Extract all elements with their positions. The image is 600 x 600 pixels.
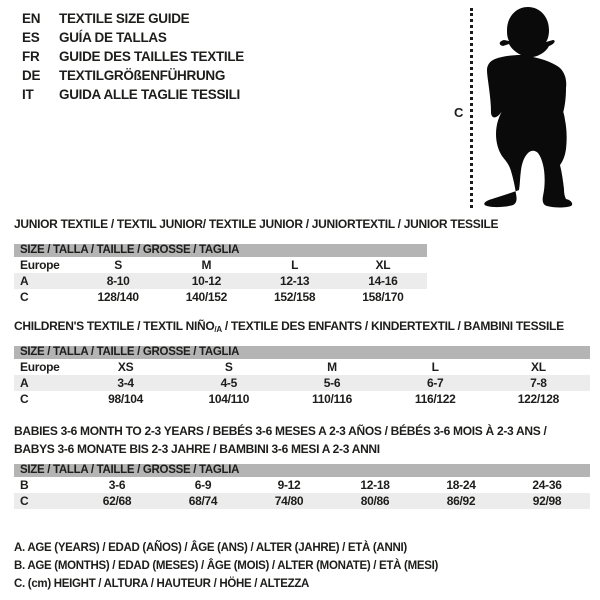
children-table-title <box>14 319 564 337</box>
list-item <box>22 85 244 104</box>
height-cell: 74/80 <box>274 494 304 508</box>
age-cell: 3-6 <box>108 478 126 492</box>
table-row <box>14 477 590 493</box>
legend-notes <box>14 539 438 593</box>
table-row <box>14 289 427 305</box>
table-row <box>14 375 590 391</box>
row-label: C <box>20 392 29 406</box>
height-measure-label: C <box>454 105 464 120</box>
size-cell: S <box>224 360 233 374</box>
age-cell: 4-5 <box>220 376 238 390</box>
height-cell: 104/110 <box>208 392 250 406</box>
legend-note-a: A. AGE (YEARS) / EDAD (AÑOS) / ÂGE (ANS) / ALTER (JAHRE) / ETÀ (ANNI) <box>14 542 407 554</box>
size-cell: XS <box>117 360 134 374</box>
language-code: ES <box>22 30 40 45</box>
height-cell: 122/128 <box>517 392 560 406</box>
size-cell: M <box>327 360 337 374</box>
age-cell: 7-8 <box>530 376 547 390</box>
age-cell: 12-18 <box>360 478 390 492</box>
table-row <box>14 359 590 375</box>
babies-size-table <box>14 464 590 509</box>
height-cell: 116/122 <box>414 392 456 406</box>
title-text: / TEXTILE DES ENFANTS / KINDERTEXTIL / BAMBINI TESSILE <box>221 319 564 333</box>
height-cell: 98/104 <box>108 392 144 406</box>
guide-title: TEXTILGRÖßENFÜHRUNG <box>59 68 226 83</box>
list-item <box>22 28 244 47</box>
row-label: Europe <box>20 360 60 374</box>
age-cell: 24-36 <box>532 478 562 492</box>
title-text: CHILDREN'S TEXTILE / TEXTIL NIÑO <box>14 319 215 333</box>
table-row <box>14 273 427 289</box>
height-cell: 80/86 <box>360 494 390 508</box>
table-row <box>14 257 427 273</box>
table-row <box>14 391 590 407</box>
age-cell: 9-12 <box>277 478 301 492</box>
size-header-band: SIZE / TALLA / TAILLE / GRÖSSE / TAGLIA <box>14 464 590 477</box>
size-cell: XL <box>531 360 546 374</box>
language-code: FR <box>22 49 40 64</box>
list-item <box>22 47 244 66</box>
language-code: DE <box>22 68 41 83</box>
size-cell: L <box>431 360 439 374</box>
size-cell: M <box>201 258 212 272</box>
guide-title: GUÍA DE TALLAS <box>59 30 167 45</box>
row-label: A <box>20 376 29 390</box>
junior-table-title: JUNIOR TEXTILE / TEXTIL JUNIOR/ TEXTILE JUNIOR / JUNIORTEXTIL / JUNIOR TESSILE <box>14 217 499 231</box>
height-measure-dotted-line <box>470 8 473 208</box>
guide-title: GUIDA ALLE TAGLIE TESSILI <box>59 87 240 102</box>
height-cell: 92/98 <box>532 494 562 508</box>
guide-title: GUIDE DES TAILLES TEXTILE <box>59 49 245 64</box>
list-item <box>22 66 244 85</box>
row-label: A <box>20 274 29 288</box>
guide-title: TEXTILE SIZE GUIDE <box>59 11 190 26</box>
age-cell: 18-24 <box>446 478 476 492</box>
junior-size-table <box>14 244 427 305</box>
height-cell: 62/68 <box>102 494 132 508</box>
children-size-table <box>14 346 590 407</box>
table-row <box>14 493 590 509</box>
size-cell: S <box>114 258 122 272</box>
language-code: IT <box>22 87 34 102</box>
baby-silhouette-icon <box>478 0 596 210</box>
title-subscript: /A <box>214 325 222 334</box>
age-cell: 12-13 <box>280 274 310 288</box>
size-header-band: SIZE / TALLA / TAILLE / GRÖSSE / TAGLIA <box>14 346 590 359</box>
row-label: C <box>20 290 29 304</box>
height-cell: 86/92 <box>446 494 476 508</box>
row-label: B <box>20 478 29 492</box>
height-cell: 128/140 <box>97 290 139 304</box>
row-label: C <box>20 494 29 508</box>
age-cell: 5-6 <box>323 376 341 390</box>
height-cell: 152/158 <box>273 290 316 304</box>
age-cell: 8-10 <box>106 274 130 288</box>
title-line: BABYS 3-6 MONATE BIS 2-3 JAHRE / BAMBINI 3-6 MESI A 2-3 ANNI <box>14 442 380 456</box>
title-line: BABIES 3-6 MONTH TO 2-3 YEARS / BEBÉS 3-6 MESES A 2-3 AÑOS / BÉBÉS 3-6 MOIS À 2-3 ANS / <box>14 424 547 438</box>
age-cell: 3-4 <box>117 376 134 390</box>
language-code: EN <box>22 11 41 26</box>
legend-note-b: B. AGE (MONTHS) / EDAD (MESES) / ÂGE (MOIS) / ALTER (MONATE) / ETÀ (MESI) <box>14 560 439 572</box>
row-label: Europe <box>20 258 60 272</box>
height-cell: 140/152 <box>185 290 228 304</box>
legend-note-c: C. (cm) HEIGHT / ALTURA / HAUTEUR / HÖHE / ALTEZZA <box>14 578 310 590</box>
height-cell: 110/116 <box>312 392 352 406</box>
height-cell: 68/74 <box>188 494 218 508</box>
height-cell: 158/170 <box>362 290 404 304</box>
size-header-band: SIZE / TALLA / TAILLE / GRÖSSE / TAGLIA <box>14 244 427 257</box>
size-cell: XL <box>375 258 391 272</box>
age-cell: 10-12 <box>191 274 221 288</box>
age-cell: 14-16 <box>368 274 398 288</box>
size-cell: L <box>291 258 299 272</box>
language-title-list <box>22 9 244 104</box>
list-item <box>22 9 244 28</box>
age-cell: 6-9 <box>194 478 212 492</box>
age-cell: 6-7 <box>426 376 444 390</box>
babies-table-title <box>14 424 546 456</box>
